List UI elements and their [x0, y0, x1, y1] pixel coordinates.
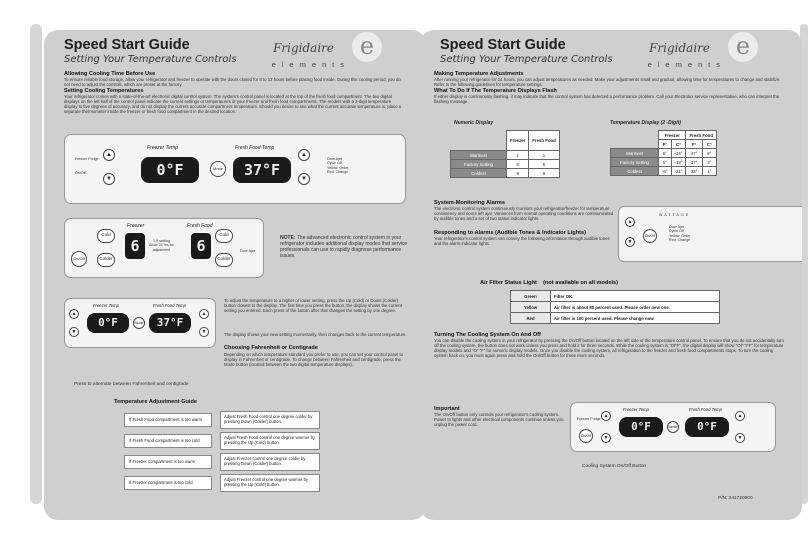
fresh-food-colder-button[interactable]: Colder [215, 253, 233, 267]
brand-logo: Frigidaire [649, 41, 710, 55]
status-color: Red [511, 313, 551, 324]
fresh-food-up-button[interactable]: ▲ [298, 149, 310, 161]
fresh-food-up-button[interactable]: ▲ [199, 309, 209, 319]
table-cell: 8° [702, 149, 716, 158]
onoff-button[interactable]: On/Off [71, 251, 87, 267]
part-number: P/N: 241720900 [718, 496, 753, 501]
fresh-food-temp-label: Fresh Food Temp [153, 303, 186, 308]
onoff-caption: Cooling System On/Off Button [582, 464, 647, 469]
table-cell: 9 [507, 169, 529, 178]
onoff-label: On/Off [75, 171, 86, 175]
table-cell: 9 [529, 169, 559, 178]
freezer-label: Freezer [127, 223, 145, 229]
section-heading: System-Monitoring Alarms [434, 200, 505, 206]
freezer-down-button[interactable]: ▼ [601, 433, 611, 443]
mode-caption: Press to alternate between Fahrenheit and centigrade [74, 382, 189, 387]
table-cell: -21° [671, 167, 686, 176]
table-cell: Warmest [611, 149, 659, 158]
table-cell: Coldest [611, 167, 659, 176]
table-cell: Factory Setting [611, 158, 659, 167]
page-subtitle: Setting Your Temperature Controls [64, 54, 237, 65]
table-cell: Coldest [451, 169, 507, 178]
table-subheader: F° [686, 140, 702, 149]
down-button[interactable]: ▼ [625, 237, 635, 247]
control-panel-temp [64, 134, 406, 204]
fresh-food-temp-label: Fresh Food Temp [235, 145, 275, 151]
brand-e-icon: e [728, 32, 758, 62]
status-message: Air filter is 100 percent used. Please change now. [551, 313, 720, 324]
table-cell: -14° [671, 149, 686, 158]
note-heading: NOTE: [280, 235, 296, 241]
section-heading: Setting Cooling Temperatures [64, 88, 144, 94]
setting-info: 1-9 setting Allow 24 hrs for adjustment [149, 239, 174, 252]
section-heading: Responding to Alarms (Audible Tones & Indicator Lights) [434, 230, 586, 236]
table-cell: 6° [659, 149, 672, 158]
air-filter-table [510, 290, 720, 324]
freezer-temp-label: Freezer Temp [93, 303, 119, 308]
air-filter-title: Air Filter Status Light [480, 280, 537, 286]
page-subtitle: Setting Your Temperature Controls [440, 54, 613, 65]
table-header [611, 131, 659, 140]
section-text: Your refrigerator comes with a state-of-the-art electronic digital control system. The system's control panel is located at the top of the fresh food compartment. The two digital displays on the left half of the control panel indicate the current settings or temperatures of your freezer and fresh food compartments. The models with a 2-digit temperature display to five degrees of accuracy, and do not display the current accurate compartment temperature. Should you desire to see what the current accurate temperature is, place a separate thermometer inside the freezer or fresh food compartment in the desired location. [64, 94, 402, 115]
up-button[interactable]: ▲ [625, 217, 635, 227]
section-heading: Allowing Cooling Time Before Use [64, 71, 156, 77]
numeric-display-table [450, 130, 560, 178]
mode-button[interactable]: Mode [210, 161, 226, 177]
table-cell: Factory Setting [451, 160, 507, 169]
freezer-colder-button[interactable]: Colder [97, 253, 115, 267]
table-cell: -18° [671, 158, 686, 167]
freezer-down-button[interactable]: ▼ [103, 173, 115, 185]
fresh-food-label: Fresh Food [187, 223, 213, 229]
air-filter-note: (not available on all models) [543, 280, 619, 286]
table-cell: 6 [529, 160, 559, 169]
temperature-display-table [610, 130, 717, 176]
page-title: Speed Start Guide [64, 37, 190, 53]
right-page [420, 30, 802, 520]
freezer-up-button[interactable]: ▲ [69, 309, 79, 319]
door-ajar-indicator: Door Ajar [240, 249, 255, 253]
table-subheader [611, 140, 659, 149]
freezer-down-button[interactable]: ▼ [69, 327, 79, 337]
indicator-legend: Door Ajar Cycle Off Yellow: Order Red: Change [327, 157, 349, 175]
onoff-control-panel [570, 402, 776, 452]
onoff-button[interactable]: On/Off [579, 429, 593, 443]
fresh-food-down-button[interactable]: ▼ [199, 327, 209, 337]
table-subheader: C° [671, 140, 686, 149]
fresh-food-display: 37°F [149, 313, 191, 333]
control-panel-numeric [64, 218, 264, 278]
guide-condition: If Freezer compartment is too warm [124, 455, 212, 469]
guide-action: Adjust Freezer control one degree warmer by pressing the Up (Cold) button. [220, 474, 320, 492]
table-cell: 6 [507, 160, 529, 169]
section-text: If either display is continuously flashing, it may indicate that the control system has detected a performance problem. Call your Electrolux service representative, who can interpret the flashing message. [434, 94, 780, 105]
important-text: The On/Off button only controls your refrigerator's cooling system. Power to lights and other electrical components continue unless you unplug the power cord. [434, 412, 564, 428]
onoff-button[interactable]: On/Off [643, 229, 657, 243]
brand-logo: Frigidaire [273, 41, 334, 55]
guide-condition: If Fresh Food compartment is too cold [124, 434, 212, 448]
mini-control-panel [618, 206, 802, 262]
page-shadow-left [30, 24, 42, 504]
freezer-up-button[interactable]: ▲ [103, 149, 115, 161]
air-filter-heading [480, 280, 618, 286]
status-color: Green [511, 291, 551, 302]
status-message: Filter OK. [551, 291, 720, 302]
freezer-temp-label: Freezer Temp [147, 145, 178, 151]
freezer-numeric-display: 6 [125, 233, 145, 259]
left-page [44, 30, 426, 520]
table-header [451, 131, 507, 151]
table-cell: 1 [529, 151, 559, 160]
numeric-display-title: Numeric Display [454, 120, 494, 126]
table-cell: 1 [507, 151, 529, 160]
table-cell: 33° [686, 167, 702, 176]
fresh-food-numeric-display: 6 [191, 233, 211, 259]
table-header: Fresh Food [529, 131, 559, 151]
freezer-display: 0°F [619, 417, 663, 437]
table-cell: 1° [702, 167, 716, 176]
freezer-display: 0°F [141, 157, 199, 183]
fresh-food-up-button[interactable]: ▲ [735, 411, 745, 421]
table-cell: Warmest [451, 151, 507, 160]
section-heading: Making Temperature Adjustments [434, 71, 524, 77]
fahrenheit-heading: Choosing Fahrenheit or Centigrade [224, 345, 318, 351]
freezer-temp-label: Freezer Temp [623, 407, 649, 412]
guide-condition: If Fresh Food compartment is too warm [124, 413, 212, 427]
page-title: Speed Start Guide [440, 37, 566, 53]
section-text: To ensure reliable food storage, allow your refrigerator and freezer to operate with the doors closed for 8 to 12 hours before placing food inside. During this cooling period, you do not need to adjust the controls, which are preset at the factory. [64, 77, 401, 88]
freezer-display: 0°F [87, 313, 129, 333]
guide-action: Adjust Freezer control one degree colder by pressing Down (Colder) button. [220, 453, 320, 471]
note-body: The advanced electronic control system in your refrigerator includes additional display modes that service professionals can use to rapidly diagnose performance issues. [280, 235, 408, 259]
panel-header: WATTAGE [659, 213, 691, 217]
adjust-text-2: The display shows your new setting momentarily, then changes back to the current temperature. [224, 332, 407, 337]
section-heading: What To Do If The Temperature Displays Flash [434, 88, 557, 94]
important-heading: Important [434, 406, 460, 412]
table-cell: 37° [686, 158, 702, 167]
compartment-labels: Freezer Fridge [75, 157, 99, 161]
mode-button[interactable]: Mode [133, 317, 145, 329]
guide-heading: Temperature Adjustment Guide [114, 399, 197, 405]
brand-subline: elements [647, 60, 726, 69]
table-header: Freezer [659, 131, 686, 140]
fresh-food-temp-label: Fresh Food Temp [689, 407, 722, 412]
table-header: Freezer [507, 131, 529, 151]
section-text: You can disable the cooling system in your refrigerator by pressing the On/Off button located on the left side of the temperature control panel. To ensure that you do not accidentally turn off the cooling system, the button does not work unless you press and hold it for three seconds. While the cooling system is "OFF", the digital display will show "Of" "FF" for temperature display models and "O" "F" for numeric display models. Once you disable the cooling system, all refrigeration to the freezer and fresh food compartments stops. To turn the cooling system back on, you must again press and hold the On/Off button for three more seconds. [434, 338, 784, 359]
table-subheader: F° [659, 140, 672, 149]
section-text: Your refrigerator's control system can convey the following information through audible tones and the alarm indicator lights. [434, 236, 610, 247]
guide-action: Adjust Fresh Food control one degree colder by pressing Down (Colder) button. [220, 411, 320, 429]
fresh-food-down-button[interactable]: ▼ [735, 433, 745, 443]
table-subheader: C° [702, 140, 716, 149]
fahrenheit-text: Depending on which temperature standard you prefer to use, you can set your control panel to display in Fahrenheit or centigrade. To change between Fahrenheit and centigrade, press the Mode button (located between the two digital temperature displays). [224, 352, 404, 368]
status-color: Yellow [511, 302, 551, 313]
fresh-food-down-button[interactable]: ▼ [298, 173, 310, 185]
fresh-food-display: 0°F [685, 417, 729, 437]
table-cell: 3° [702, 158, 716, 167]
control-panel-mode [64, 298, 216, 348]
adjust-text: To adjust the temperature to a higher or lower setting, press the Up (Cold) or Down (Colder) button closest to the display. The first time you press the button, the display shows the current setting you entered. Each press of the button after that changes the setting by one degree. [224, 298, 403, 314]
brand-e-icon: e [352, 32, 382, 62]
freezer-cold-button[interactable]: Cold [97, 229, 115, 243]
table-cell: 47° [686, 149, 702, 158]
guide-action: Adjust Fresh Food control one degree warmer by pressing the Up (Cold) button. [220, 432, 320, 450]
note-text [280, 235, 410, 259]
freezer-up-button[interactable]: ▲ [601, 411, 611, 421]
table-cell: -6° [659, 167, 672, 176]
table-header: Fresh Food [686, 131, 716, 140]
section-text: After running your refrigerator for 24 hours, you can adjust temperatures as needed. Make your adjustments small and gradual, allowing time for temperatures to change and stabilize. Refer to the following guidelines for temperature settings. [434, 77, 781, 88]
fresh-food-cold-button[interactable]: Cold [215, 229, 233, 243]
section-heading: Turning The Cooling System On And Off [434, 332, 541, 338]
mode-button[interactable]: Mode [667, 421, 679, 433]
compartment-labels: Freezer Fridge [577, 417, 601, 421]
fresh-food-display: 37°F [233, 157, 291, 183]
status-message: Air filter is about 80 percent used. Please order new one. [551, 302, 720, 313]
temperature-display-title: Temperature Display (2 -Digit) [610, 120, 681, 126]
guide-condition: If Freezer compartment is too cold [124, 476, 212, 490]
section-text: The electronic control system continuously monitors your refrigerator/freezer for temperature consistency and doors left ajar. Variances from normal operating conditions are communicated by audible tones and a set of two status indicator lights. [434, 206, 614, 222]
brand-subline: elements [271, 60, 350, 69]
table-cell: 0° [659, 158, 672, 167]
indicator-legend: Door Ajar Cycle Off Yellow: Order Red: Change [669, 225, 691, 243]
